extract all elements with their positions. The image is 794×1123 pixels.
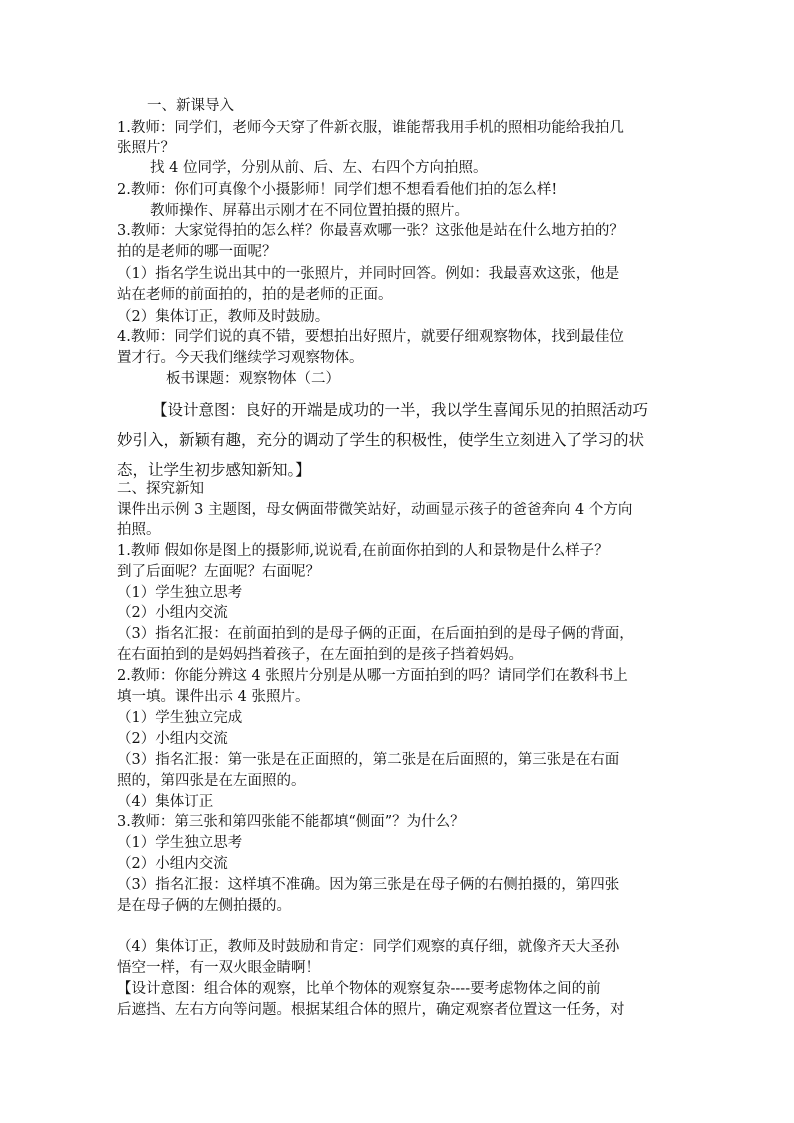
design-note-line: 后遮挡、左右方向等问题。根据某组合体的照片，确定观察者位置这一任务，对	[117, 1002, 625, 1018]
paragraph-line: 2.教师：你能分辨这 4 张照片分别是从哪一方面拍到的吗？请同学们在教科书上	[117, 668, 628, 684]
section-heading-1: 一、新课导入	[147, 98, 234, 114]
paragraph-line: （3）指名汇报：这样填不准确。因为第三张是在母子俩的右侧拍摄的，第四张	[117, 877, 620, 893]
paragraph-line: 课件出示例 3 主题图，母女俩面带微笑站好，动画显示孩子的爸爸奔向 4 个方向	[117, 502, 633, 518]
paragraph-line: 1.教师：同学们，老师今天穿了件新衣服，谁能帮我用手机的照相功能给我拍几	[117, 120, 624, 136]
paragraph-line: （2）小组内交流	[117, 856, 228, 872]
paragraph-line: 找 4 位同学，分别从前、后、左、右四个方向拍照。	[150, 160, 488, 176]
paragraph-line: 4.教师：同学们说的真不错，要想拍出好照片，就要仔细观察物体，找到最佳位	[117, 329, 624, 345]
paragraph-line: 2.教师：你们可真像个小摄影师！同学们想不想看看他们拍的怎么样!	[117, 182, 558, 198]
paragraph-line: （2）小组内交流	[117, 731, 228, 747]
paragraph-line: （4）集体订正	[117, 794, 214, 810]
design-note-line: 态，让学生初步感知新知。】	[117, 461, 311, 479]
paragraph-line: 3.教师：大家觉得拍的怎么样？你最喜欢哪一张？这张他是站在什么地方拍的？	[117, 223, 624, 239]
paragraph-line: （4）集体订正，教师及时鼓励和肯定：同学们观察的真仔细，就像齐天大圣孙	[117, 939, 620, 955]
design-note-line: 妙引入，新颖有趣，充分的调动了学生的积极性，使学生立刻进入了学习的状	[117, 431, 645, 449]
paragraph-line: 教师操作、屏幕出示刚才在不同位置拍摄的照片。	[150, 203, 469, 219]
paragraph-line: 置才行。今天我们继续学习观察物体。	[117, 350, 364, 366]
paragraph-line: 3.教师：第三张和第四张能不能都填“侧面”？为什么？	[117, 814, 465, 830]
paragraph-line: 到了后面呢？左面呢？右面呢？	[117, 564, 320, 580]
design-note-line: 【设计意图：组合体的观察，比单个物体的观察复杂----要考虑物体之间的前	[117, 981, 601, 997]
paragraph-line: 张照片？	[117, 140, 175, 156]
paragraph-line: （2）集体订正，教师及时鼓励。	[117, 309, 330, 325]
paragraph-line: （1）指名学生说出其中的一张照片，并同时回答。例如：我最喜欢这张，他是	[117, 266, 620, 282]
paragraph-line: 1.教师 假如你是图上的摄影师,说说看,在前面你拍到的人和景物是什么样子？	[117, 543, 609, 559]
paragraph-line: （2）小组内交流	[117, 605, 228, 621]
paragraph-line: 在右面拍到的是妈妈挡着孩子，在左面拍到的是孩子挡着妈妈。	[117, 647, 523, 663]
paragraph-line: （1）学生独立思考	[117, 835, 243, 851]
board-title-line: 板书课题：观察物体（二）	[166, 371, 340, 387]
paragraph-line: （3）指名汇报：第一张是在正面照的，第二张是在后面照的，第三张是在右面	[117, 752, 620, 768]
paragraph-line: （1）学生独立完成	[117, 710, 243, 726]
paragraph-line: 站在老师的前面拍的，拍的是老师的正面。	[117, 287, 393, 303]
design-note-line: 【设计意图：良好的开端是成功的一半，我以学生喜闻乐见的拍照活动巧	[152, 401, 649, 419]
paragraph-line: 拍的是老师的哪一面呢？	[117, 244, 277, 260]
paragraph-line: 照的，第四张是在左面照的。	[117, 773, 306, 789]
paragraph-line: 填一填。课件出示 4 张照片。	[117, 689, 310, 705]
paragraph-line: （1）学生独立思考	[117, 585, 243, 601]
paragraph-line: 拍照。	[117, 522, 161, 538]
section-heading-2: 二、探究新知	[117, 481, 204, 497]
paragraph-line: 是在母子俩的左侧拍摄的。	[117, 898, 291, 914]
paragraph-line: （3）指名汇报：在前面拍到的是母子俩的正面，在后面拍到的是母子俩的背面，	[117, 626, 634, 642]
paragraph-line: 悟空一样，有一双火眼金睛啊！	[117, 960, 320, 976]
